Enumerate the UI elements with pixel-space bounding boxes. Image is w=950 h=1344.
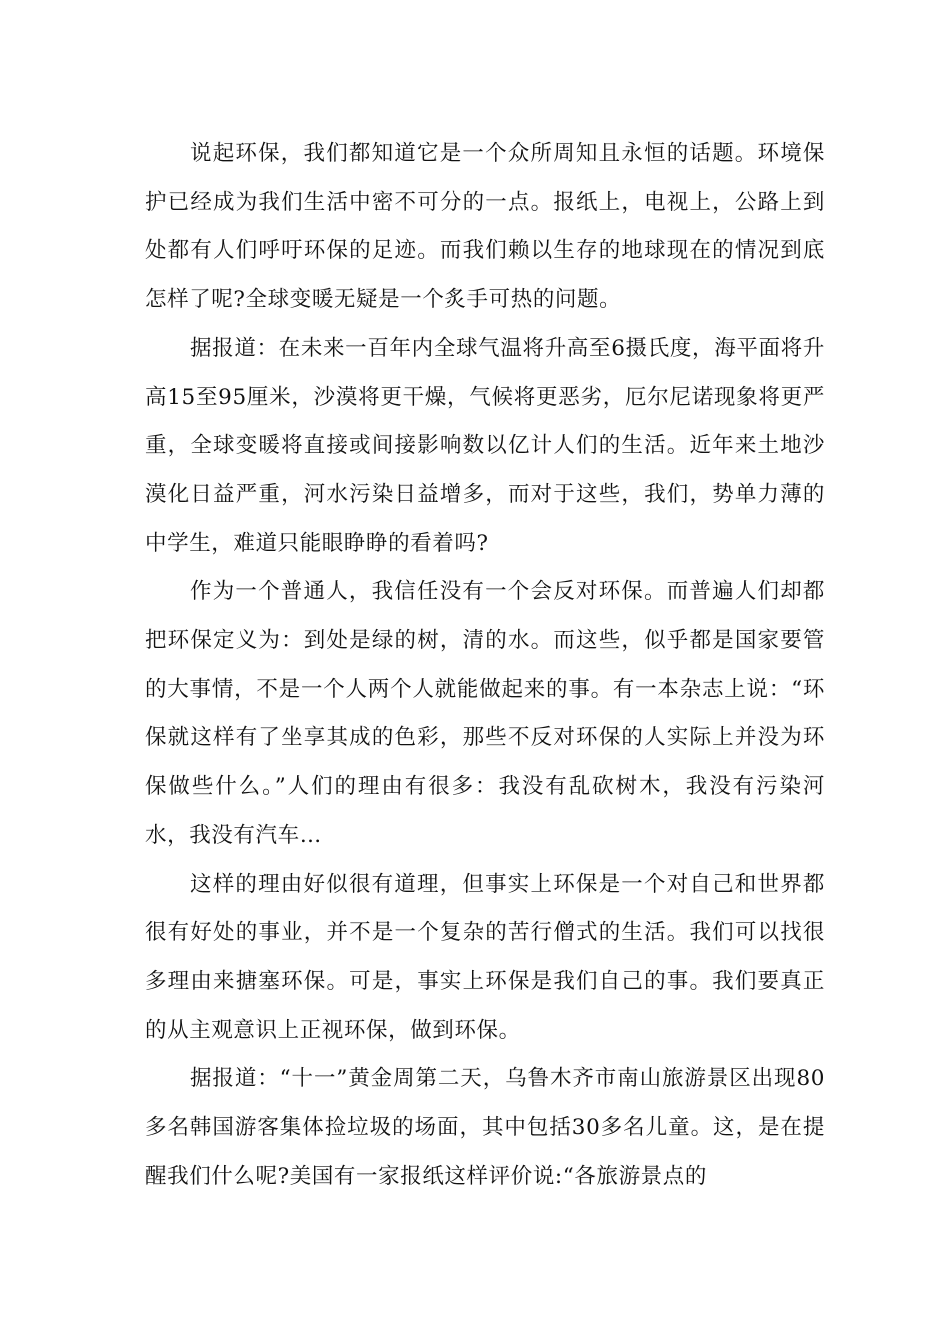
paragraph-4: 这样的理由好似很有道理，但事实上环保是一个对自己和世界都很有好处的事业，并不是一个复杂的苦行僧式的生活。我们可以找很多理由来搪塞环保。可是，事实上环保是我们自己的事。我们要真正的从主观意识上正视环保，做到环保。 [145,871,825,1043]
paragraph-2: 据报道：在未来一百年内全球气温将升高至6摄氏度，海平面将升高15至95厘米，沙漠将更干燥，气候将更恶劣，厄尔尼诺现象将更严重，全球变暖将直接或间接影响数以亿计人们的生活。近年来土地沙漠化日益严重，河水污染日益增多，而对于这些，我们，势单力薄的中学生，难道只能眼睁睁的看着吗? [145,335,825,556]
paragraph-1: 说起环保，我们都知道它是一个众所周知且永恒的话题。环境保护已经成为我们生活中密不可分的一点。报纸上，电视上，公路上到处都有人们呼吁环保的足迹。而我们赖以生存的地球现在的情况到底怎样了呢?全球变暖无疑是一个炙手可热的问题。 [145,141,825,313]
paragraph-3: 作为一个普通人，我信任没有一个会反对环保。而普遍人们却都把环保定义为：到处是绿的树，清的水。而这些，似乎都是国家要管的大事情，不是一个人两个人就能做起来的事。有一本杂志上说：“环保就这样有了坐享其成的色彩，那些不反对环保的人实际上并没为环保做些什么。”人们的理由有很多：我没有乱砍树木，我没有污染河水，我没有汽车… [145,579,825,848]
document-body [145,130,825,1201]
paragraph-5: 据报道：“十一”黄金周第二天，乌鲁木齐市南山旅游景区出现80多名韩国游客集体捡垃圾的场面，其中包括30多名儿童。这，是在提醒我们什么呢?美国有一家报纸这样评价说:“各旅游景点的 [145,1066,825,1189]
